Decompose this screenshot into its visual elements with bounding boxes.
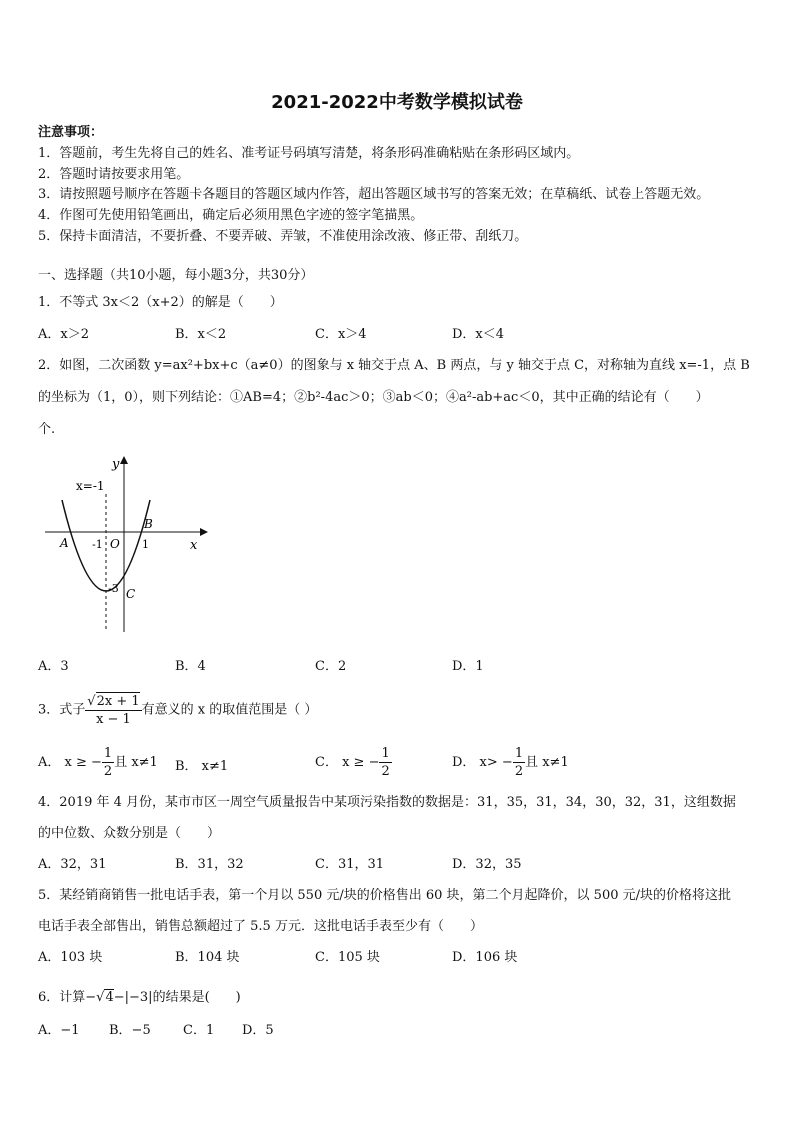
notice-item-5: 5．保持卡面清洁，不要折叠、不要弄破、弄皱，不准使用涂改液、修正带、刮纸刀。 xyxy=(38,229,528,244)
q3-denominator: x − 1 xyxy=(96,712,131,727)
q3-option-d-den: 2 xyxy=(514,764,524,779)
x-axis-label: x xyxy=(190,538,198,553)
q6-option-a: A．−1 xyxy=(38,1023,80,1038)
q1-option-b: B．x＜2 xyxy=(175,327,227,342)
q3-fraction: $\frac{√2x + 1}{x - 1}$ xyxy=(87,694,140,727)
q3-numerator: 2x + 1 xyxy=(96,694,140,709)
question-3 xyxy=(38,692,317,728)
q2-option-d: D．1 xyxy=(452,659,484,674)
question-2-line-2: 的坐标为（1，0），则下列结论：①AB=4；②b²-4ac＞0；③ab＜0；④a²-ab+ac＜0，其中正确的结论有（ ） xyxy=(38,390,709,405)
q6-option-d: D．5 xyxy=(242,1023,274,1038)
q3-option-c-num: 1 xyxy=(381,746,390,761)
question-4-line-1: 4．2019 年 4 月份，某市市区一周空气质量报告中某项污染指数的数据是：31，35，31，34，30，32，31，这组数据 xyxy=(38,795,736,810)
notice-item-4: 4．作图可先使用铅笔画出，确定后必须用黑色字迹的签字笔描黑。 xyxy=(38,208,424,223)
point-b-label: B xyxy=(144,517,153,531)
q6-suffix: −|−3|的结果是( ) xyxy=(113,990,241,1005)
notice-item-1: 1．答题前，考生先将自己的姓名、准考证号码填写清楚，将条形码准确粘贴在条形码区域内。 xyxy=(38,146,580,161)
section-heading: 一、选择题（共10小题，每小题3分，共30分） xyxy=(38,268,314,283)
q3-option-d-num: 1 xyxy=(514,746,524,761)
q6-option-b: B．−5 xyxy=(109,1023,151,1038)
q3-option-a-post: 且 x≠1 xyxy=(114,755,158,770)
q5-option-a: A．103 块 xyxy=(38,950,103,965)
question-4-line-2: 的中位数、众数分别是（ ） xyxy=(38,826,221,841)
notice-heading: 注意事项： xyxy=(38,125,104,140)
q4-option-d: D．32，35 xyxy=(452,857,522,872)
q6-radicand: 4 xyxy=(105,990,114,1005)
q1-option-d: D．x＜4 xyxy=(452,327,505,342)
page-title: 2021-2022中考数学模拟试卷 xyxy=(271,92,523,113)
tick-minus-3: -3 xyxy=(108,582,119,595)
q1-option-c: C．x＞4 xyxy=(315,327,367,342)
question-6: 6．计算−√4−|−3|的结果是( ) xyxy=(38,990,241,1005)
q4-option-c: C．31，31 xyxy=(315,857,385,872)
q3-option-a xyxy=(38,745,158,780)
q4-option-a: A．32，31 xyxy=(38,857,107,872)
tick-1: 1 xyxy=(142,538,149,551)
question-5-line-2: 电话手表全部售出，销售总额超过了 5.5 万元．这批电话手表至少有（ ） xyxy=(38,919,483,934)
point-a-label: A xyxy=(60,536,69,550)
question-2-line-3: 个. xyxy=(38,422,56,437)
q5-option-c: C．105 块 xyxy=(315,950,380,965)
question-1: 1．不等式 3x＜2（x+2）的解是（ ） xyxy=(38,295,283,310)
q1-option-a: A．x＞2 xyxy=(38,327,89,342)
q6-prefix: 6．计算− xyxy=(38,990,97,1005)
tick-minus-1: -1 xyxy=(92,538,103,551)
q3-option-c xyxy=(315,745,392,780)
question-5-line-1: 5．某经销商销售一批电话手表，第一个月以 550 元/块的价格售出 60 块，第二个月起降价，以 500 元/块的价格将这批 xyxy=(38,888,731,903)
q3-option-b: B． x≠1 xyxy=(175,759,229,774)
q6-option-c: C．1 xyxy=(183,1023,215,1038)
q4-option-b: B．31，32 xyxy=(175,857,244,872)
notice-item-3: 3．请按照题号顺序在答题卡各题目的答题区域内作答，超出答题区域书写的答案无效；在草稿纸、试卷上答题无效。 xyxy=(38,187,710,202)
parabola-graph xyxy=(40,452,210,637)
q3-option-a-den: 2 xyxy=(103,764,113,779)
q3-option-c-den: 2 xyxy=(381,764,390,779)
question-2-line-1: 2．如图，二次函数 y=ax²+bx+c（a≠0）的图象与 x 轴交于点 A、B 两点，与 y 轴交于点 C，对称轴为直线 x=-1，点 B xyxy=(38,358,750,373)
q3-option-d-pre: D． x> − xyxy=(452,755,513,770)
q2-option-a: A．3 xyxy=(38,659,69,674)
q2-option-c: C．2 xyxy=(315,659,347,674)
q5-option-b: B．104 块 xyxy=(175,950,240,965)
y-axis-label: y xyxy=(112,457,120,472)
q5-option-d: D．106 块 xyxy=(452,950,518,965)
q3-option-d xyxy=(452,745,569,780)
q3-option-a-num: 1 xyxy=(103,746,113,761)
notice-item-2: 2．答题时请按要求用笔。 xyxy=(38,167,190,182)
q3-option-c-pre: C． x ≥ − xyxy=(315,755,380,770)
q2-option-b: B．4 xyxy=(175,659,206,674)
q3-option-a-pre: A． x ≥ − xyxy=(38,755,102,770)
q3-prefix: 3．式子 xyxy=(38,702,86,718)
point-c-label: C xyxy=(126,587,136,601)
symmetry-label: x=-1 xyxy=(76,479,105,493)
q3-option-d-post: 且 x≠1 xyxy=(525,755,569,770)
origin-label: O xyxy=(110,537,120,551)
q3-suffix: 有意义的 x 的取值范围是（ ） xyxy=(141,702,318,718)
